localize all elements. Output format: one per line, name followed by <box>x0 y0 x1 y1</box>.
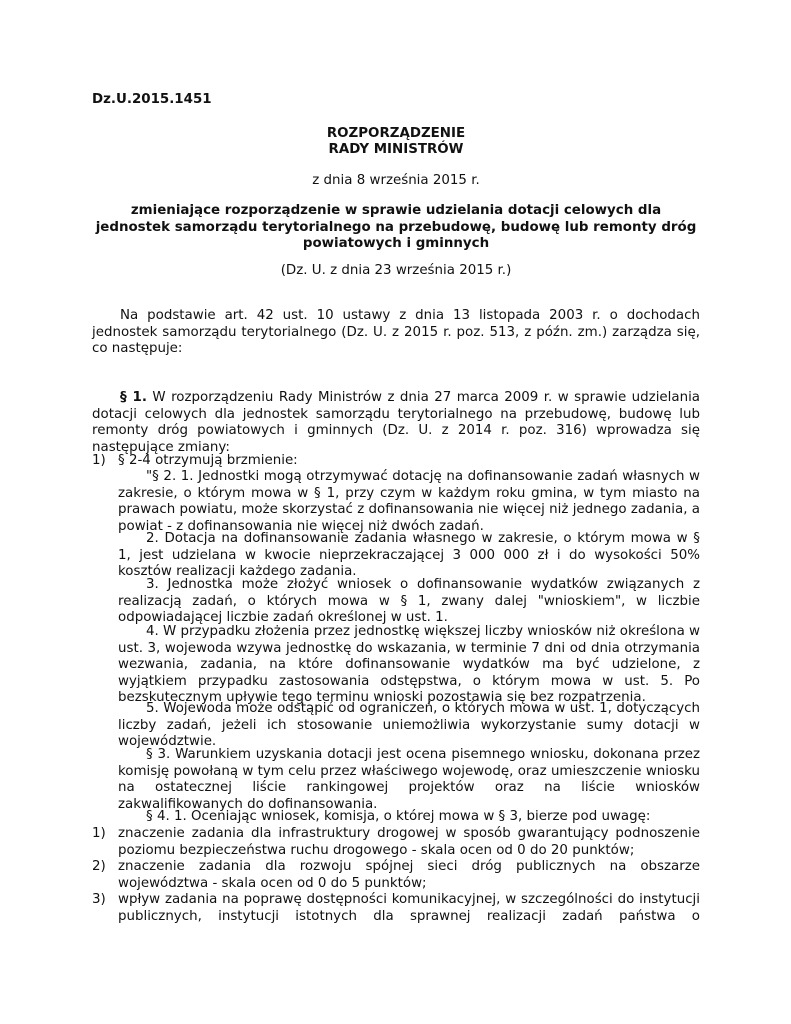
quoted-paragraph-2-3: 3. Jednostka może złożyć wniosek o dofinansowanie wydatków związanych z realizacją zadań, o których mowa w § 1, zwany dalej "wnioskiem", w liczbie odpowiadającej liczbie zadań określonej w ust. 1. <box>118 577 700 626</box>
amendment-item-text: § 2-4 otrzymują brzmienie: <box>118 453 298 468</box>
issuing-body-title: RADY MINISTRÓW <box>328 142 464 157</box>
list-item <box>92 826 700 859</box>
journal-reference: Dz.U.2015.1451 <box>92 92 212 107</box>
list-item <box>92 859 700 892</box>
amendment-item-number: 1) <box>92 453 106 468</box>
publication-info: (Dz. U. z dnia 23 września 2015 r.) <box>280 263 512 278</box>
list-item-text: znaczenie zadania dla rozwoju spójnej sieci dróg publicznych na obszarze województwa - skala ocen od 0 do 5 punktów; <box>118 859 700 891</box>
quoted-paragraph-3: § 3. Warunkiem uzyskania dotacji jest ocena pisemnego wniosku, dokonana przez komisję powołaną w tym celu przez właściwego wojewodę, oraz umieszczenie wniosku na ostatecznej liście rankingowej projektów oraz na liście wniosków zakwalifikowanych do dofinansowania. <box>118 747 700 812</box>
act-type-title: ROZPORZĄDZENIE <box>326 126 466 141</box>
act-subject: zmieniające rozporządzenie w sprawie udzielania dotacji celowych dla jednostek samorządu terytorialnego na przebudowę, budowę lub remonty dróg powiatowych i gminnych <box>95 203 697 252</box>
quoted-paragraph-2-4: 4. W przypadku złożenia przez jednostkę większej liczby wniosków niż określona w ust. 3, wojewoda wzywa jednostkę do wskazania, w terminie 7 dni od dnia otrzymania wezwania, zadania, na które dofinansowanie wydatków ma być udzielone, z wyjątkiem przypadku zastosowania odstępstwa, o którym mowa w ust. 5. Po bezskutecznym upływie tego terminu wnioski pozostawia się bez rozpatrzenia. <box>118 624 700 706</box>
quoted-paragraph-4-1: § 4. 1. Oceniając wniosek, komisja, o której mowa w § 3, bierze pod uwagę: <box>146 809 651 824</box>
list-item-number: 1) <box>92 826 106 841</box>
section-1-marker: § 1. <box>120 390 147 405</box>
list-item-text: znaczenie zadania dla infrastruktury drogowej w sposób gwarantujący podnoszenie poziomu bezpieczeństwa ruchu drogowego - skala ocen od 0 do 20 punktów; <box>118 826 700 858</box>
list-item <box>92 892 700 925</box>
criteria-list <box>92 826 700 926</box>
quoted-paragraph-2-2: 2. Dotacja na dofinansowanie zadania własnego w zakresie, o którym mowa w § 1, jest udzielana w kwocie nieprzekraczającej 3 000 000 zł i do wysokości 50% kosztów realizacji każdego zadania. <box>118 531 700 580</box>
list-item-number: 3) <box>92 892 106 908</box>
section-1-text: W rozporządzeniu Rady Ministrów z dnia 27 marca 2009 r. w sprawie udzielania dotacji celowych dla jednostek samorządu terytorialnego na przebudowę, budowę lub remonty dróg powiatowych i gminnych (Dz. U. z 2014 r. poz. 316) wprowadza się następujące zmiany: <box>92 390 700 455</box>
act-date: z dnia 8 września 2015 r. <box>312 173 480 188</box>
section-1-paragraph <box>92 390 700 456</box>
quoted-paragraph-2-1: "§ 2. 1. Jednostki mogą otrzymywać dotację na dofinansowanie zadań własnych w zakresie, o którym mowa w § 1, przy czym w każdym roku gmina, w tym miasto na prawach powiatu, może skorzystać z dofinansowania nie więcej niż jednego zadania, a powiat - z dofinansowania nie więcej niż dwóch zadań. <box>118 469 700 534</box>
list-item-text: wpływ zadania na poprawę dostępności komunikacyjnej, w szczególności do instytucji publicznych, instytucji istotnych dla sprawnej realizacji zadań państwa o <box>118 892 700 924</box>
quoted-paragraph-2-5: 5. Wojewoda może odstąpić od ograniczeń, o których mowa w ust. 1, dotyczących liczby zadań, jeżeli ich stosowanie uniemożliwia wykorzystanie sumy dotacji w województwie. <box>118 701 700 750</box>
legal-basis-paragraph: Na podstawie art. 42 ust. 10 ustawy z dnia 13 listopada 2003 r. o dochodach jednostek samorządu terytorialnego (Dz. U. z 2015 r. poz. 513, z późn. zm.) zarządza się, co następuje: <box>92 308 700 357</box>
list-item-number: 2) <box>92 859 106 875</box>
